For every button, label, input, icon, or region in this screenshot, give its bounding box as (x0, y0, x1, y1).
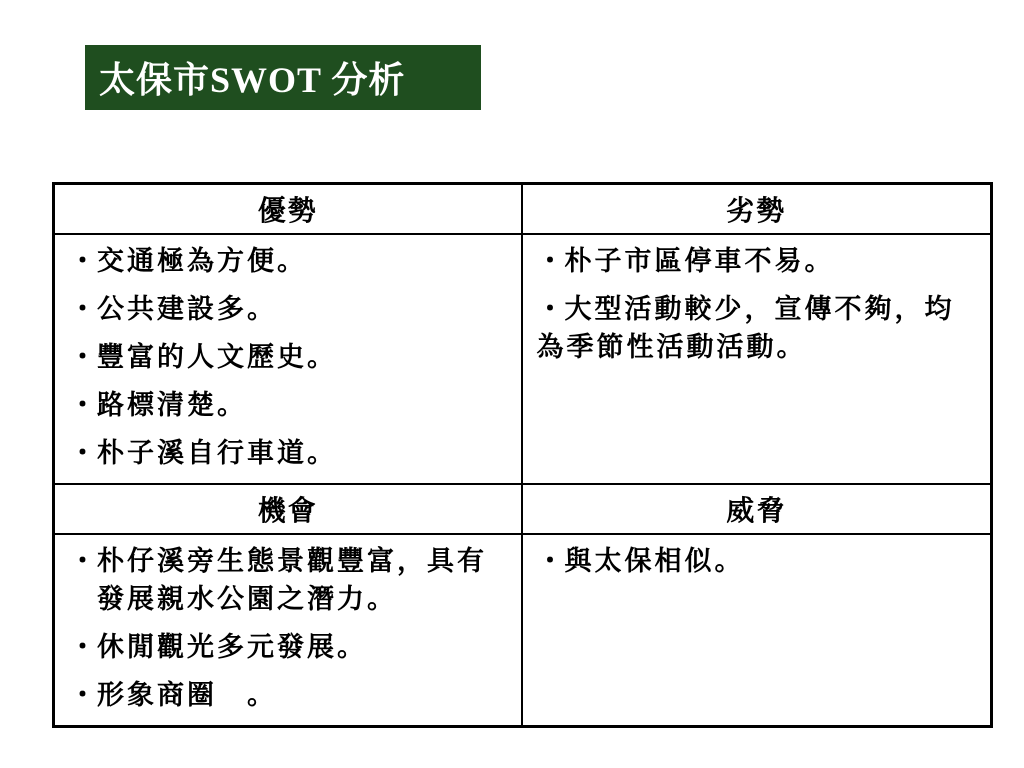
list-item (69, 339, 515, 377)
strengths-list (55, 235, 521, 473)
bullet: ・ (69, 246, 99, 277)
content-row-top (54, 234, 992, 484)
bullet: ・ (69, 342, 99, 373)
threat-text: 與太保相似。 (564, 546, 745, 577)
page-title: 太保市SWOT 分析 (85, 45, 481, 110)
header-row-bottom (54, 484, 992, 534)
bullet: ・ (69, 632, 99, 663)
list-item (537, 243, 985, 281)
list-item (69, 387, 515, 425)
header-row-top (54, 184, 992, 235)
bullet: ・ (536, 246, 567, 277)
threats-header: 威脅 (522, 484, 992, 534)
strengths-cell (54, 234, 522, 484)
strength-text: 公共建設多。 (97, 294, 277, 325)
opportunities-header: 機會 (54, 484, 522, 534)
list-item (69, 629, 515, 667)
list-item (69, 677, 515, 715)
weaknesses-cell (522, 234, 992, 484)
threats-cell (522, 534, 992, 727)
strength-text: 路標清楚。 (97, 390, 247, 421)
strengths-header: 優勢 (54, 184, 522, 235)
opportunities-list (55, 535, 521, 715)
strength-text: 交通極為方便。 (97, 246, 307, 277)
bullet: ・ (536, 294, 567, 325)
bullet: ・ (69, 294, 99, 325)
threats-list (523, 535, 991, 581)
list-item (69, 435, 515, 473)
swot-table (52, 182, 993, 728)
bullet: ・ (69, 390, 99, 421)
bullet: ・ (69, 546, 99, 577)
list-item (537, 291, 985, 367)
list-item (69, 243, 515, 281)
weaknesses-list (523, 235, 991, 367)
strength-text: 朴子溪自行車道。 (97, 438, 337, 469)
weakness-text: 大型活動較少，宣傳不夠，均為季節性活動活動。 (536, 294, 955, 363)
weaknesses-header: 劣勢 (522, 184, 992, 235)
content-row-bottom (54, 534, 992, 727)
list-item (69, 291, 515, 329)
bullet: ・ (69, 680, 99, 711)
opportunity-text: 朴仔溪旁生態景觀豐富，具有發展親水公園之潛力。 (97, 546, 487, 615)
opportunity-text: 休閒觀光多元發展。 (97, 632, 367, 663)
bullet: ・ (536, 546, 567, 577)
bullet: ・ (69, 438, 99, 469)
list-item (537, 543, 985, 581)
weakness-text: 朴子市區停車不易。 (564, 246, 835, 277)
strength-text: 豐富的人文歷史。 (97, 342, 337, 373)
opportunities-cell (54, 534, 522, 727)
list-item (69, 543, 515, 619)
opportunity-text: 形象商圈 。 (97, 680, 277, 711)
